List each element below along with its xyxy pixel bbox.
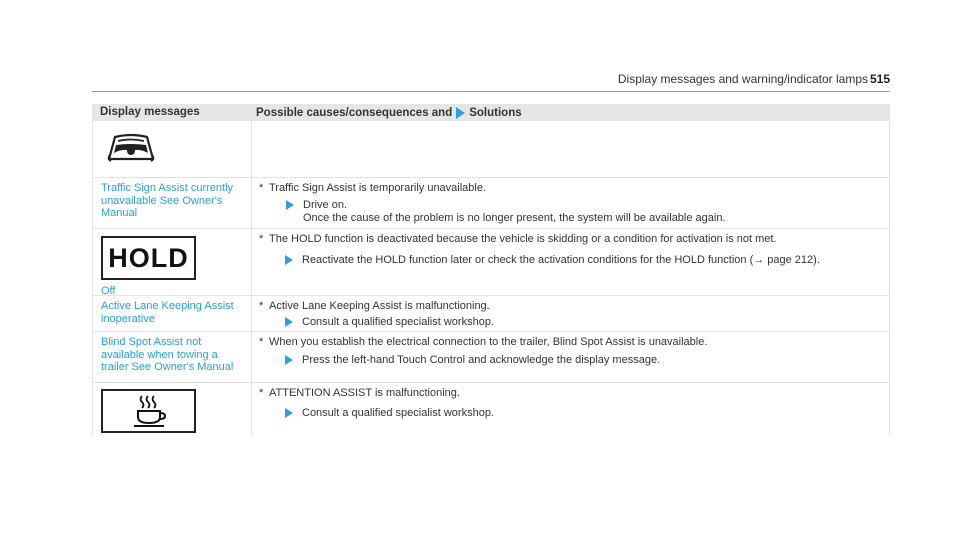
table-row <box>92 383 890 435</box>
steering-wheel-icon <box>101 131 161 163</box>
cause-text: * Active Lane Keeping Assist is malfunctioning. <box>259 300 490 312</box>
cause-cell <box>252 178 890 228</box>
solution-text: Drive on. <box>303 199 348 211</box>
solution-arrow-icon <box>285 255 293 265</box>
solution-arrow-icon <box>285 317 293 327</box>
solution-note: Once the cause of the problem is no longer present, the system will be available again. <box>303 212 726 224</box>
display-message-text: Traffic Sign Assist currently unavailable See Owner's Manual <box>101 182 234 219</box>
solution-step <box>285 254 889 267</box>
asterisk: * <box>259 336 264 348</box>
attention-assist-icon-frame <box>101 389 196 433</box>
display-messages-table <box>92 104 890 435</box>
asterisk: * <box>259 182 264 194</box>
col-header-display-messages: Display messages <box>100 106 200 118</box>
display-message-text: Blind Spot Assist not available when towing a trailer See Owner's Manual <box>101 336 234 373</box>
col-header-causes-solutions <box>252 104 890 119</box>
display-message-text: Active Lane Keeping Assist inoperative <box>101 300 234 325</box>
table-row <box>92 229 890 296</box>
col-header-solutions-label: Solutions <box>469 106 522 119</box>
page-header <box>92 72 890 92</box>
solution-arrow-icon <box>286 200 294 210</box>
display-message-text: Off <box>101 285 116 297</box>
solution-step <box>285 407 889 420</box>
solution-text: Consult a qualified specialist workshop. <box>302 407 494 419</box>
cause-cell <box>252 332 890 382</box>
asterisk: * <box>259 300 264 312</box>
table-row <box>92 178 890 229</box>
solution-text: Press the left-hand Touch Control and acknowledge the display message. <box>302 354 661 366</box>
cause-text: * ATTENTION ASSIST is malfunctioning. <box>259 387 460 399</box>
table-header <box>92 104 890 121</box>
asterisk: * <box>259 387 264 399</box>
col-header-causes-label: Possible causes/consequences and <box>256 106 453 119</box>
solution-text: Reactivate the HOLD function later or check the activation conditions for the HOLD function (→ page 212). <box>302 254 820 266</box>
cause-text: * When you establish the electrical connection to the trailer, Blind Spot Assist is unavailable. <box>259 336 708 348</box>
cause-cell <box>252 383 890 435</box>
cause-cell <box>252 121 890 177</box>
cause-cell <box>252 296 890 331</box>
asterisk: * <box>259 233 264 245</box>
table-row <box>92 121 890 178</box>
solution-text: Consult a qualified specialist workshop. <box>302 316 494 328</box>
coffee-cup-icon <box>129 393 169 429</box>
message-cell <box>92 229 252 295</box>
table-row <box>92 332 890 383</box>
message-cell <box>92 121 252 177</box>
cause-text: * Traffic Sign Assist is temporarily unavailable. <box>259 182 487 194</box>
page-header-title: Display messages and warning/indicator lamps <box>617 72 868 86</box>
solution-arrow-icon <box>285 355 293 365</box>
hold-icon <box>101 236 196 280</box>
hold-icon-label: HOLD <box>108 242 189 273</box>
page-number: 515 <box>869 72 890 86</box>
message-cell <box>92 296 252 331</box>
solution-step <box>285 316 889 329</box>
message-cell <box>92 332 252 382</box>
solution-arrow-icon <box>456 107 465 119</box>
message-cell <box>92 383 252 435</box>
table-row <box>92 296 890 332</box>
solution-step <box>285 199 889 225</box>
cause-text: * The HOLD function is deactivated because the vehicle is skidding or a condition for activation is not met. <box>259 233 777 245</box>
solution-step <box>285 354 889 367</box>
message-cell <box>92 178 252 228</box>
cause-cell <box>252 229 890 295</box>
solution-arrow-icon <box>285 408 293 418</box>
